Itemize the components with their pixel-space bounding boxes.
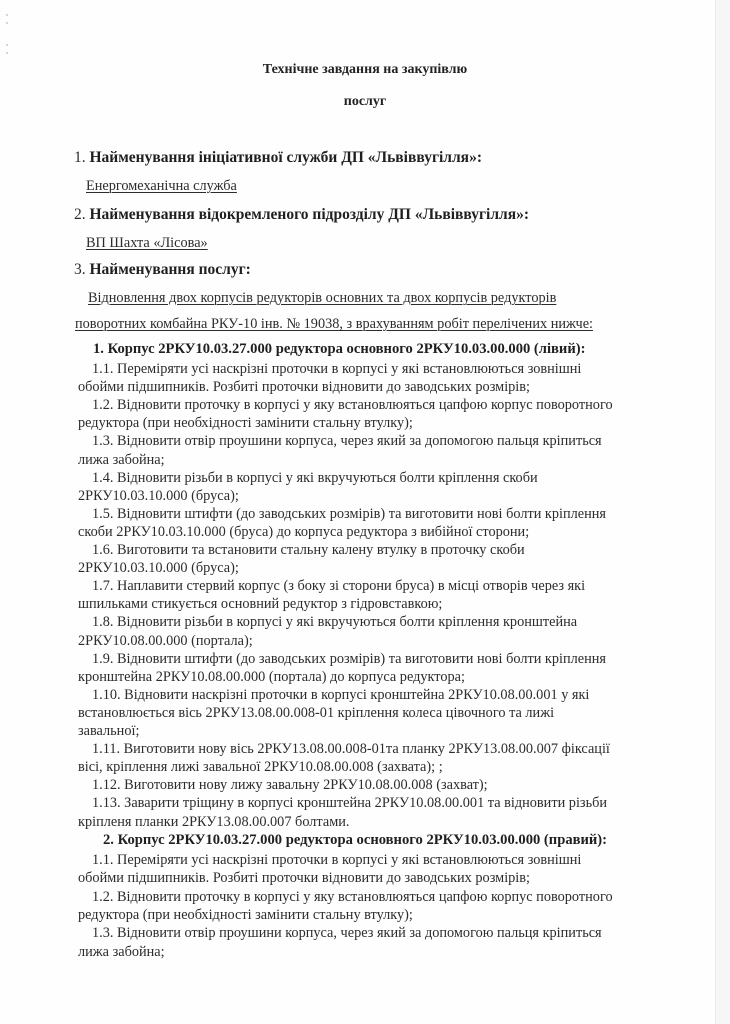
list-item-continuation: лижа забойна; xyxy=(78,943,165,960)
part-1-heading: 1. Корпус 2РКУ10.03.27.000 редуктора основного 2РКУ10.03.00.000 (лівий): xyxy=(93,341,586,357)
list-item-start: 1.10. Відновити наскрізні проточки в корпусі кронштейна 2РКУ10.08.00.001 у які xyxy=(92,686,590,703)
list-item-start: 1.2. Відновити проточку в корпусі у яку встановлюяться цапфою корпус поворотного xyxy=(92,397,613,414)
part-2-heading: 2. Корпус 2РКУ10.03.27.000 редуктора основного 2РКУ10.03.00.000 (правий): xyxy=(103,832,608,848)
list-item-continuation: редуктора (при необхідності замінити стальну втулку); xyxy=(78,415,413,432)
list-item-continuation: лижа забойна; xyxy=(78,451,165,468)
list-item-continuation: вісі, кріплення лижі завальної 2РКУ10.08.00.008 (захвата); ; xyxy=(78,759,443,776)
section-heading-text: Найменування послуг: xyxy=(89,261,251,278)
list-item-continuation: обойми підшипників. Розбиті проточки відновити до заводських розмірів; xyxy=(78,379,531,396)
section-3-value-line-1: Відновлення двох корпусів редукторів основних та двох корпусів редукторів xyxy=(88,290,557,306)
list-item-continuation: редуктора (при необхідності замінити стальну втулку); xyxy=(78,906,413,923)
list-item-continuation: обойми підшипників. Розбиті проточки відновити до заводських розмірів; xyxy=(78,870,531,887)
list-item-continuation: шпильками стикується основний редуктор з гідровставкою; xyxy=(78,596,443,613)
list-item-continuation: 2РКУ10.08.00.000 (портала); xyxy=(78,632,253,649)
scan-specks xyxy=(6,14,8,60)
document-subtitle: послуг xyxy=(343,94,387,109)
list-item-start: 1.7. Наплавити стервий корпус (з боку зі сторони бруса) в місці отворів через які xyxy=(92,578,586,595)
list-item-continuation: скоби 2РКУ10.03.10.000 (бруса) до корпуса редуктора з вибійної сторони; xyxy=(78,523,530,540)
list-item-start: 1.3. Відновити отвір проушини корпуса, через який за допомогою пальця кріпиться xyxy=(92,433,602,450)
list-item-continuation: 2РКУ10.03.10.000 (бруса); xyxy=(78,560,239,577)
section-3-value-line-2: поворотних комбайна РКУ-10 інв. № 19038, з врахуванням робіт перелічених нижче: xyxy=(75,316,594,332)
scan-edge xyxy=(715,0,730,1024)
document-title: Технічне завдання на закупівлю xyxy=(262,62,468,77)
section-1-value: Енергомеханічна служба xyxy=(86,178,237,194)
list-item-continuation: кріпленя планки 2РКУ13.08.00.007 болтами. xyxy=(78,813,350,830)
section-2-value: ВП Шахта «Лісова» xyxy=(86,235,208,251)
list-item-continuation: 2РКУ10.03.10.000 (бруса); xyxy=(78,487,239,504)
section-number: 2. xyxy=(74,206,86,223)
section-1-heading xyxy=(74,149,482,167)
section-number: 3. xyxy=(74,261,86,278)
list-item-start: 1.11. Виготовити нову вісь 2РКУ13.08.00.008-01та планку 2РКУ13.08.00.007 фіксації xyxy=(92,741,610,758)
section-2-heading xyxy=(74,206,529,224)
list-item-continuation: завальної; xyxy=(78,723,140,739)
list-item-start: 1.9. Відновити штифти (до заводських розмірів) та виготовити нові болти кріплення xyxy=(92,650,606,667)
list-item-start: 1.5. Відновити штифти (до заводських розмірів) та виготовити нові болти кріплення xyxy=(92,505,606,522)
list-item-continuation: кронштейна 2РКУ10.08.00.000 (портала) до корпуса редуктора; xyxy=(78,668,465,685)
list-item-start: 1.1. Переміряти усі наскрізні проточки в корпусі у які встановлюються зовнішні xyxy=(92,361,582,377)
section-3-heading xyxy=(74,261,251,279)
list-item-continuation: встановлюється вісь 2РКУ13.08.00.008-01 кріплення колеса цівочного та лижі xyxy=(78,704,555,721)
section-heading-text: Найменування відокремленого підрозділу ДП «Львіввугілля»: xyxy=(89,206,530,223)
list-item-start: 1.13. Заварити тріщину в корпусі кронштейна 2РКУ10.08.00.001 та відновити різьби xyxy=(92,795,608,812)
list-item-start: 1.8. Відновити різьби в корпусі у які вкручуються болти кріплення кронштейна xyxy=(92,614,578,631)
list-item-start: 1.3. Відновити отвір проушини корпуса, через який за допомогою пальця кріпиться xyxy=(92,925,602,942)
section-heading-text: Найменування ініціативної служби ДП «Львіввугілля»: xyxy=(89,149,482,166)
list-item-start: 1.12. Виготовити нову лижу завальну 2РКУ10.08.00.008 (захват); xyxy=(92,777,488,794)
list-item-start: 1.1. Переміряти усі наскрізні проточки в корпусі у які встановлюються зовнішні xyxy=(92,852,582,868)
list-item-start: 1.6. Виготовити та встановити стальну калену втулку в проточку скоби xyxy=(92,542,525,558)
section-number: 1. xyxy=(74,149,86,166)
list-item-start: 1.2. Відновити проточку в корпусі у яку встановлюяться цапфою корпус поворотного xyxy=(92,888,613,905)
list-item-start: 1.4. Відновити різьби в корпусі у які вкручуються болти кріплення скоби xyxy=(92,469,538,486)
